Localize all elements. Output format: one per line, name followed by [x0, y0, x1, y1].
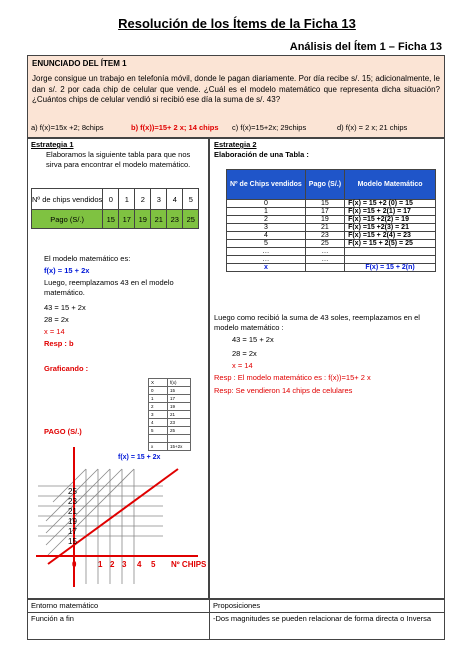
- chips-cell: 3: [151, 189, 167, 210]
- option-b: b) f(x))=15+ 2 x; 14 chips: [131, 123, 219, 132]
- strategy-2-sub: Elaboración de una Tabla :: [214, 150, 309, 159]
- model-cell: [345, 248, 436, 256]
- strategy-2-eq1: 43 = 15 + 2x: [232, 335, 274, 344]
- model-table-header: Modelo Matemático: [345, 170, 436, 200]
- model-cell: F(x) =15 + 2(4) = 23: [345, 232, 436, 240]
- mini-cell: x: [149, 443, 168, 451]
- mini-cell: 5: [149, 427, 168, 435]
- y-tick-label: 15: [68, 537, 77, 546]
- answer-chips: Resp: Se vendieron 14 chips de celulares: [214, 386, 353, 395]
- x-tick-label: 3: [122, 560, 127, 569]
- mini-cell: f(x): [168, 379, 191, 387]
- strategy-2-panel: [209, 138, 445, 599]
- footer-proposicion-value: -Dos magnitudes se pueden relacionar de forma directa o Inversa: [213, 614, 432, 623]
- model-cell: F(x) =15 +2(2) = 19: [345, 216, 436, 224]
- model-cell: 1: [227, 208, 306, 216]
- chips-cell: 4: [167, 189, 183, 210]
- model-cell: …: [227, 256, 306, 264]
- x-tick-label: 2: [110, 560, 115, 569]
- mini-cell: X: [149, 379, 168, 387]
- chips-table-header: Nº de chips vendidos: [32, 189, 103, 210]
- model-cell: 23: [305, 232, 344, 240]
- model-table-header: Nº de Chips vendidos: [227, 170, 306, 200]
- mini-cell: 2: [149, 403, 168, 411]
- pay-cell: 15: [103, 210, 119, 229]
- mini-cell: 15: [168, 387, 191, 395]
- model-cell: 0: [227, 200, 306, 208]
- chips-cell: 1: [119, 189, 135, 210]
- model-cell: 2: [227, 216, 306, 224]
- model-cell: 17: [305, 208, 344, 216]
- strategy-1-intro: Elaboramos la siguiente tabla para que nos sirva para encontrar el modelo matemático.: [46, 150, 191, 169]
- strategy-2-text: Luego como recibió la suma de 43 soles, reemplazamos en el modelo matemático :: [214, 313, 420, 332]
- model-cell: F(x) =15 +2(3) = 21: [345, 224, 436, 232]
- model-cell: [305, 264, 344, 272]
- pay-cell: 23: [167, 210, 183, 229]
- footer-header-proposiciones: Proposiciones: [213, 601, 261, 610]
- mini-cell: 17: [168, 395, 191, 403]
- pay-row-header: Pago (S/.): [32, 210, 103, 229]
- pay-cell: 25: [183, 210, 199, 229]
- graph-y-label: PAGO (S/.): [44, 427, 82, 436]
- mini-cell: 1: [149, 395, 168, 403]
- chips-cell: 2: [135, 189, 151, 210]
- model-cell: 15: [305, 200, 344, 208]
- mini-cell: 23: [168, 419, 191, 427]
- graph-y-ticks: [68, 487, 77, 547]
- page-title: Resolución de los Ítems de la Ficha 13: [118, 16, 356, 31]
- model-cell: 21: [305, 224, 344, 232]
- graph-intro: Graficando :: [44, 364, 89, 373]
- graph-line-label: f(x) = 15 + 2x: [118, 454, 161, 461]
- mini-cell: 15+2x: [168, 443, 191, 451]
- x-tick-label: 0: [72, 560, 77, 569]
- page-subtitle: Análisis del Ítem 1 – Ficha 13: [289, 41, 442, 53]
- x-tick-label: 4: [137, 560, 142, 569]
- pay-cell: 21: [151, 210, 167, 229]
- model-cell: …: [227, 248, 306, 256]
- equation-3: x = 14: [44, 327, 65, 336]
- model-formula: f(x) = 15 + 2x: [44, 266, 90, 275]
- mini-cell: 3: [149, 411, 168, 419]
- model-cell: F(x) = 15 + 2(n): [345, 264, 436, 272]
- footer-entorno-value: Función a fin: [31, 614, 74, 623]
- model-cell: x: [227, 264, 306, 272]
- strategy-1-panel: [27, 138, 209, 599]
- model-cell: 5: [227, 240, 306, 248]
- model-cell: [345, 256, 436, 264]
- option-c: c) f(x)=15+2x; 29chips: [232, 123, 307, 132]
- footer-header-entorno: Entorno matemático: [31, 601, 99, 610]
- model-table-header: Pago (S/.): [305, 170, 344, 200]
- equation-1: 43 = 15 + 2x: [44, 303, 86, 312]
- option-a: a) f(x)=15x +2; 8chips: [31, 123, 104, 132]
- strategy-2-eq3: x = 14: [232, 361, 253, 370]
- graph-x-label: Nº CHIPS: [171, 560, 207, 569]
- model-cell: …: [305, 248, 344, 256]
- answer-b: Resp : b: [44, 339, 74, 348]
- model-cell: F(x) =15 + 2(1) = 17: [345, 208, 436, 216]
- y-tick-label: 23: [68, 497, 77, 506]
- mini-cell: 4: [149, 419, 168, 427]
- model-cell: 19: [305, 216, 344, 224]
- model-cell: …: [305, 256, 344, 264]
- model-cell: 4: [227, 232, 306, 240]
- strategy-2-eq2: 28 = 2x: [232, 349, 257, 358]
- enunciado-heading: ENUNCIADO DEL ÍTEM 1: [32, 59, 127, 68]
- y-tick-label: 21: [68, 507, 77, 516]
- pay-cell: 19: [135, 210, 151, 229]
- option-d: d) f(x) = 2 x; 21 chips: [337, 123, 408, 132]
- equation-2: 28 = 2x: [44, 315, 69, 324]
- x-tick-label: 1: [98, 560, 103, 569]
- model-table: [226, 169, 436, 272]
- footer-table: [27, 599, 445, 640]
- model-label: El modelo matemático es:: [44, 254, 131, 263]
- enunciado-text: Jorge consigue un trabajo en telefonía móvil, donde le pagan diariamente. Por día recibe s/. 15; adicionalmente, le dan s/. 2 por cada chip de celular que vende. ¿Cuál es el modelo matemático que representa dicha situación? ¿Cuántos chips de celular vendió si recibió ese día la suma de s/. 43?: [32, 74, 440, 104]
- replace-text: Luego, reemplazamos 43 en el modelo matemático.: [44, 278, 174, 297]
- strategy-2-heading: Estrategia 2: [214, 140, 257, 149]
- model-cell: 3: [227, 224, 306, 232]
- y-tick-label: 17: [68, 527, 77, 536]
- mini-cell: 19: [168, 403, 191, 411]
- chips-cell: 5: [183, 189, 199, 210]
- pay-cell: 17: [119, 210, 135, 229]
- model-cell: 25: [305, 240, 344, 248]
- answer-model: Resp : El modelo matemático es : f(x))=15+ 2 x: [214, 373, 371, 382]
- mini-cell: 0: [149, 387, 168, 395]
- mini-cell: 25: [168, 427, 191, 435]
- x-tick-label: 5: [151, 560, 156, 569]
- strategy-1-heading: Estrategia 1: [31, 140, 74, 149]
- y-tick-label: 25: [68, 487, 77, 496]
- y-tick-label: 19: [68, 517, 77, 526]
- chips-cell: 0: [103, 189, 119, 210]
- mini-cell: 21: [168, 411, 191, 419]
- chips-table: [31, 188, 199, 229]
- model-cell: F(x) = 15 +2 (0) = 15: [345, 200, 436, 208]
- model-cell: F(x) = 15 + 2(5) = 25: [345, 240, 436, 248]
